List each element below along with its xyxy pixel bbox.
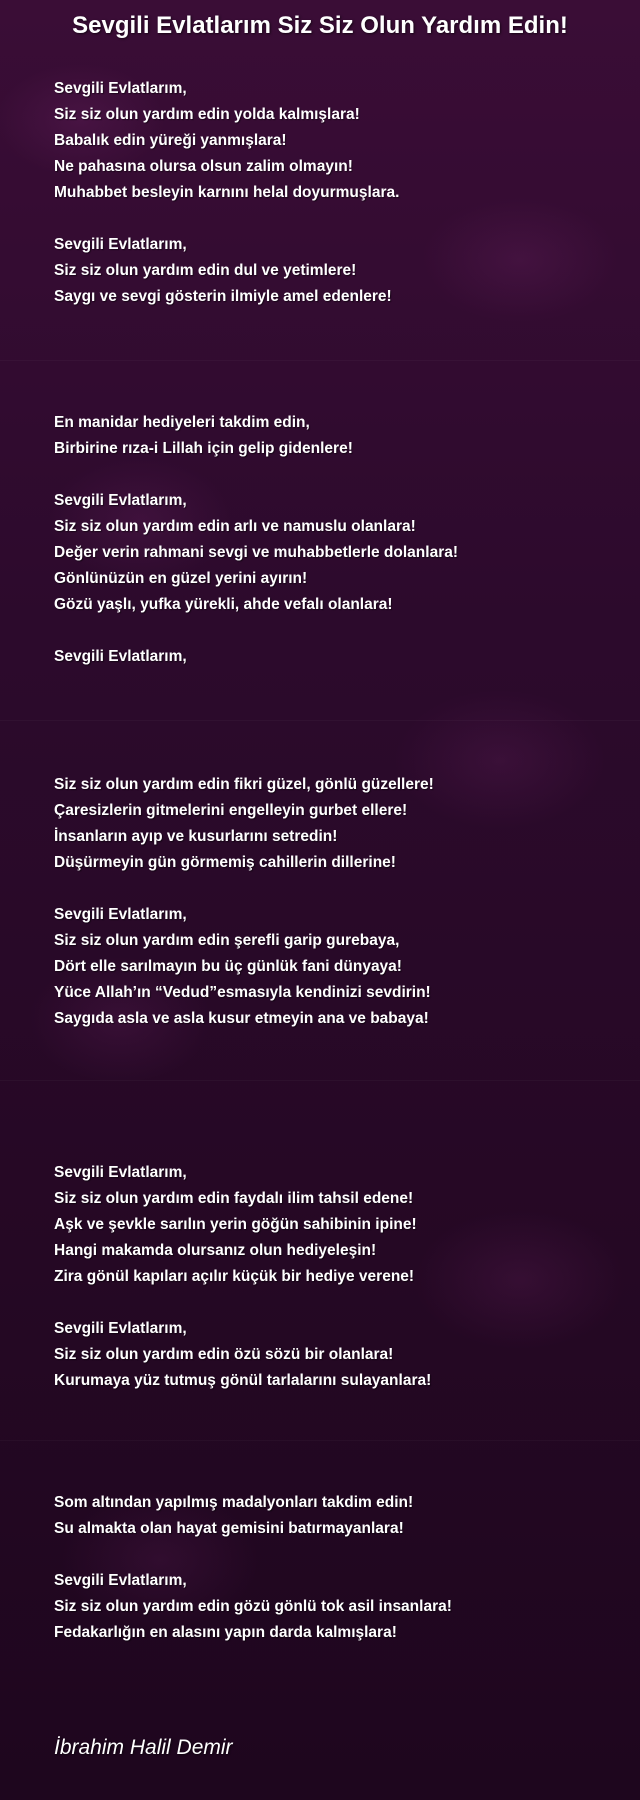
poem-line: Zira gönül kapıları açılır küçük bir hediye verene!: [54, 1268, 415, 1285]
background-band: [0, 1080, 640, 1081]
poem-line: Çaresizlerin gitmelerini engelleyin gurbet ellere!: [54, 802, 408, 819]
stanza-4: [54, 488, 614, 618]
poem-line: Siz siz olun yardım edin faydalı ilim tahsil edene!: [54, 1190, 414, 1207]
poem-line: En manidar hediyeleri takdim edin,: [54, 414, 310, 431]
poem-line: Sevgili Evlatlarım,: [54, 236, 187, 253]
poem-line: Sevgili Evlatlarım,: [54, 1164, 187, 1181]
poem-line: Sevgili Evlatlarım,: [54, 80, 187, 97]
stanza-11: [54, 1568, 614, 1646]
stanza-1: [54, 76, 614, 206]
poem-line: Birbirine rıza-i Lillah için gelip gidenlere!: [54, 440, 353, 457]
poem-line: Siz siz olun yardım edin gözü gönlü tok asil insanlara!: [54, 1598, 452, 1615]
stanza-3: [54, 410, 614, 462]
poem-line: Düşürmeyin gün görmemiş cahillerin dillerine!: [54, 854, 396, 871]
background-band: [0, 720, 640, 721]
poem-line: Değer verin rahmani sevgi ve muhabbetlerle dolanlara!: [54, 544, 459, 561]
poem-line: Fedakarlığın en alasını yapın darda kalmışlara!: [54, 1624, 397, 1641]
poem-line: Su almakta olan hayat gemisini batırmayanlara!: [54, 1520, 404, 1537]
poem-line: İnsanların ayıp ve kusurlarını setredin!: [54, 828, 338, 845]
stanza-6: [54, 772, 614, 876]
poem-line: Muhabbet besleyin karnını helal doyurmuşlara.: [54, 184, 400, 201]
poem-title: Sevgili Evlatlarım Siz Siz Olun Yardım Edin!: [72, 12, 568, 39]
poem-line: Siz siz olun yardım edin yolda kalmışlara!: [54, 106, 360, 123]
poem-line: Siz siz olun yardım edin özü sözü bir olanlara!: [54, 1346, 394, 1363]
poem-line: Som altından yapılmış madalyonları takdim edin!: [54, 1494, 414, 1511]
stanza-2: [54, 232, 614, 310]
author-name: İbrahim Halil Demir: [54, 1736, 233, 1759]
poem-line: Sevgili Evlatlarım,: [54, 1572, 187, 1589]
stanza-9: [54, 1316, 614, 1394]
stanza-8: [54, 1160, 614, 1290]
poem-line: Siz siz olun yardım edin dul ve yetimlere!: [54, 262, 357, 279]
poem-line: Gönlünüzün en güzel yerini ayırın!: [54, 570, 308, 587]
poem-line: Sevgili Evlatlarım,: [54, 648, 187, 665]
background-band: [0, 360, 640, 361]
poem-line: Hangi makamda olursanız olun hediyeleşin!: [54, 1242, 377, 1259]
poem-line: Sevgili Evlatlarım,: [54, 906, 187, 923]
poem-line: Kurumaya yüz tutmuş gönül tarlalarını sulayanlara!: [54, 1372, 432, 1389]
poem-line: Babalık edin yüreği yanmışlara!: [54, 132, 287, 149]
poem-line: Siz siz olun yardım edin şerefli garip gurebaya,: [54, 932, 400, 949]
stanza-10: [54, 1490, 614, 1542]
stanza-5: [54, 644, 614, 670]
stanza-7: [54, 902, 614, 1032]
poem-line: Aşk ve şevkle sarılın yerin göğün sahibinin ipine!: [54, 1216, 417, 1233]
poem-line: Siz siz olun yardım edin arlı ve namuslu olanlara!: [54, 518, 416, 535]
poem-line: Ne pahasına olursa olsun zalim olmayın!: [54, 158, 353, 175]
poem-line: Sevgili Evlatlarım,: [54, 1320, 187, 1337]
poem-line: Saygı ve sevgi gösterin ilmiyle amel edenlere!: [54, 288, 392, 305]
poem-line: Saygıda asla ve asla kusur etmeyin ana ve babaya!: [54, 1010, 429, 1027]
poem-line: Dört elle sarılmayın bu üç günlük fani dünyaya!: [54, 958, 402, 975]
poem-line: Siz siz olun yardım edin fikri güzel, gönlü güzellere!: [54, 776, 434, 793]
poem-line: Gözü yaşlı, yufka yürekli, ahde vefalı olanlara!: [54, 596, 393, 613]
poem-line: Yüce Allah’ın “Vedud”esmasıyla kendinizi sevdirin!: [54, 984, 431, 1001]
poem-line: Sevgili Evlatlarım,: [54, 492, 187, 509]
background-band: [0, 1440, 640, 1441]
